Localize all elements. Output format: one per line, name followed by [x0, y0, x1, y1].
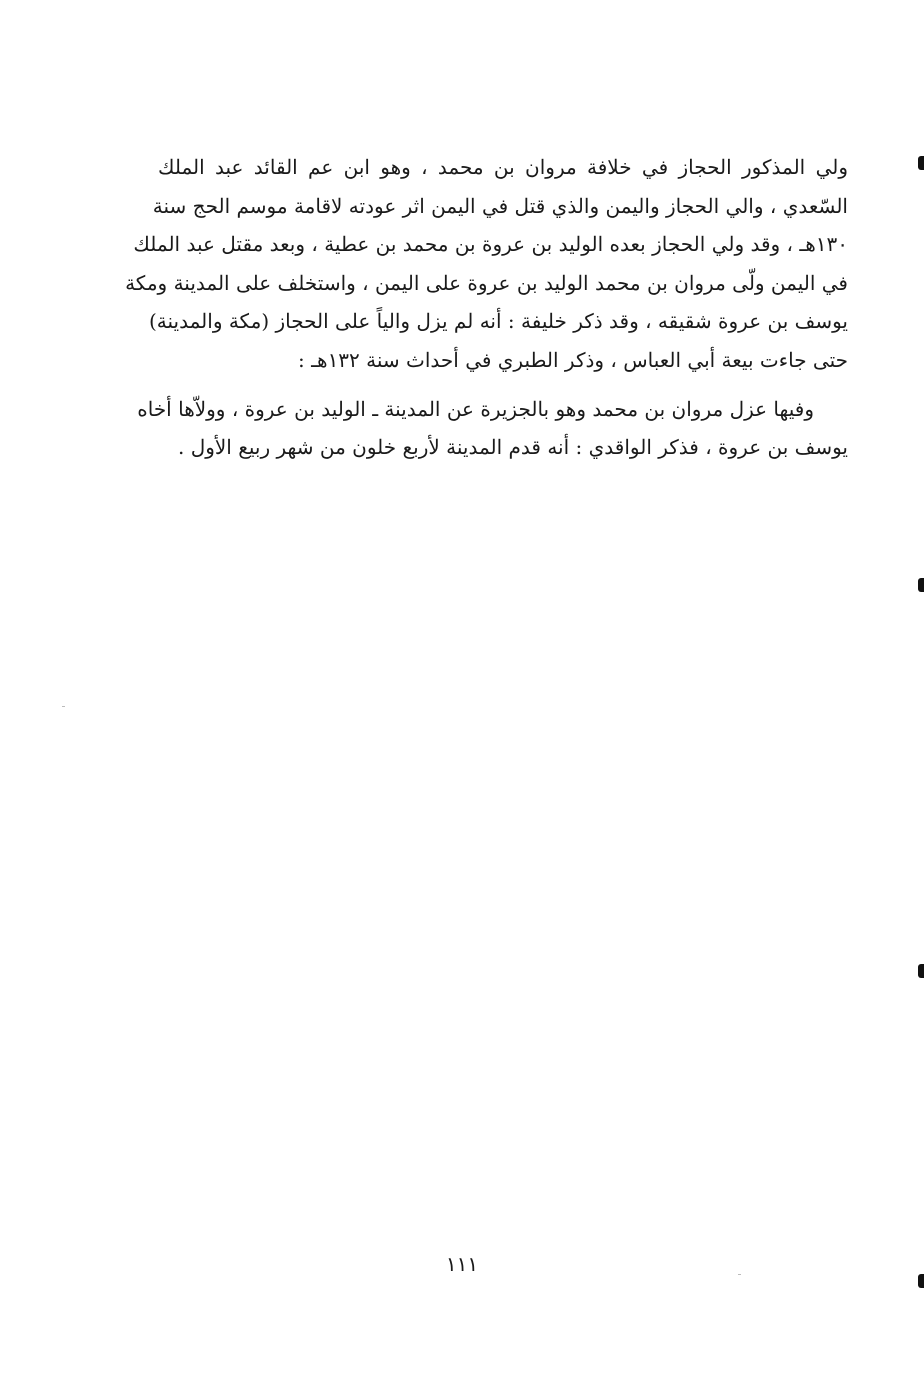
body-text	[125, 148, 848, 467]
paragraph-1	[125, 148, 848, 380]
text-line: ولي المذكور الحجاز في خلافة مروان بن محمد ، وهو ابن عم القائد عبد الملك	[158, 155, 848, 179]
scan-speck	[62, 706, 65, 707]
text-line: يوسف بن عروة شقيقه ، وقد ذكر خليفة : أنه لم يزل والياً على الحجاز (مكة والمدينة)	[148, 309, 848, 334]
text-line: ١٣٠هـ ، وقد ولي الحجاز بعده الوليد بن عروة بن محمد بن عطية ، وبعد مقتل عبد الملك	[133, 232, 848, 257]
text-line: حتى جاءت بيعة أبي العباس ، وذكر الطبري في أحداث سنة ١٣٢هـ :	[298, 347, 848, 372]
scan-mark	[918, 156, 924, 170]
scan-speck	[738, 1274, 741, 1275]
text-line: يوسف بن عروة ، فذكر الواقدي : أنه قدم المدينة لأربع خلون من شهر ربيع الأول .	[178, 435, 848, 460]
text-line: في اليمن ولّى مروان بن محمد الوليد بن عروة على اليمن ، واستخلف على المدينة ومكة	[125, 270, 848, 295]
scan-mark	[918, 1274, 924, 1288]
page-number: ١١١	[445, 1252, 479, 1276]
text-line: وفيها عزل مروان بن محمد وهو بالجزيرة عن المدينة ـ الوليد بن عروة ، وولاّها أخاه	[137, 396, 814, 421]
scan-mark	[918, 578, 924, 592]
scan-mark	[918, 964, 924, 978]
text-line: السّعدي ، والي الحجاز واليمن والذي قتل في اليمن اثر عودته لاقامة موسم الحج سنة	[152, 193, 848, 218]
paragraph-2	[137, 390, 848, 467]
